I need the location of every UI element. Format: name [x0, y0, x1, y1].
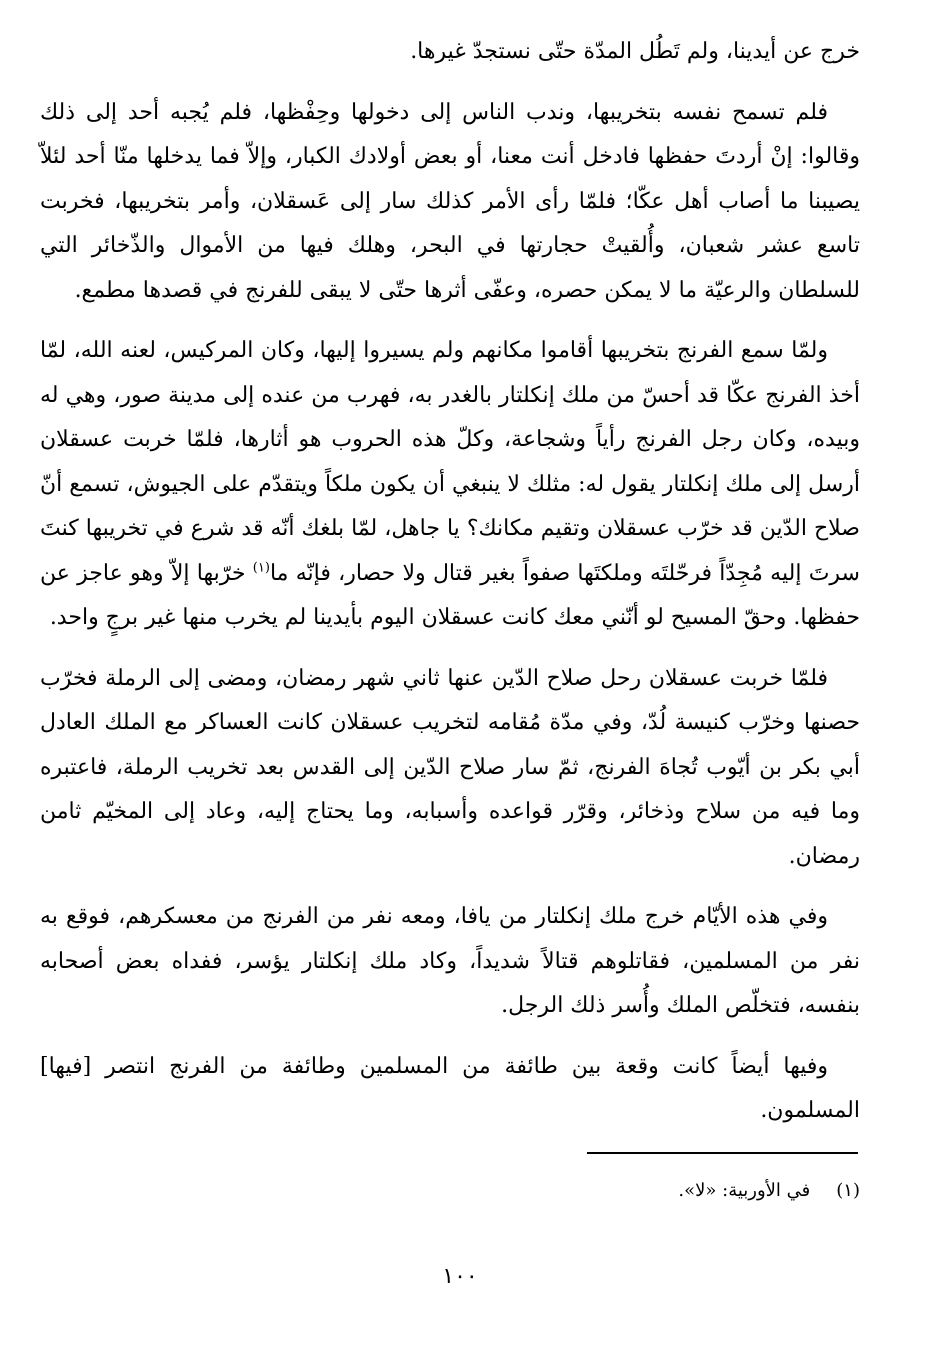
- footnote-text: في الأوربية: «لا».: [678, 1180, 811, 1201]
- main-text: [40, 30, 860, 1150]
- paragraph-6: وفيها أيضاً كانت وقعة بين طائفة من المسلمين وطائفة من الفرنج انتصر [فيها] المسلمون.: [40, 1053, 860, 1123]
- paragraph-1: خرج عن أيدينا، ولم تَطُل المدّة حتّى نستجدّ غيرها.: [410, 39, 860, 64]
- footnote-number: (١): [836, 1180, 860, 1201]
- paragraph-4: فلمّا خربت عسقلان رحل صلاح الدّين عنها ثاني شهر رمضان، ومضى إلى الرملة فخرّب حصنها وخرّب كنيسة لُدّ، وفي مدّة مُقامه لتخريب عسقلان كانت العساكر مع الملك العادل أبي بكر بن أيّوب تُجاهَ الفرنج، ثمّ سار صلاح الدّين إلى القدس بعد تخريب الرملة، فاعتبره وما فيه من سلاح وذخائر، وقرّر قواعده وأسبابه، وما يحتاج إليه، وعاد إلى المخيّم ثامن رمضان.: [40, 665, 861, 869]
- page-number: ١٠٠: [442, 1264, 478, 1289]
- footnote: [300, 1176, 860, 1206]
- footnote-reference: (١): [252, 560, 270, 576]
- footnote-divider: [587, 1152, 858, 1154]
- paragraph-3-text-a: ولمّا سمع الفرنج بتخريبها أقاموا مكانهم ولم يسيروا إليها، وكان المركيس، لعنه الله، لمّا أخذ الفرنج عكّا قد أحسّ من ملك إنكلتار بالغدر به، فهرب من عنده إلى مدينة صور، وهي له وبيده، وكان رجل الفرنج رأياً وشجاعة، وكلّ هذه الحروب هو أثارها، فلمّا خربت عسقلان أرسل إلى ملك إنكلتار يقول له: مثلك لا ينبغي أن يكون ملكاً ويتقدّم على الجيوش، تسمع أنّ صلاح الدّين قد خرّب عسقلان وتقيم مكانك؟ يا جاهل، لمّا بلغك أنّه قد شرع في تخريبها كنتَ سرتَ إليه مُجِدّاً فرحّلتَه وملكتَها صفواً بغير قتال ولا حصار، فإنّه ما: [40, 338, 860, 586]
- paragraph-2: فلم تسمح نفسه بتخريبها، وندب الناس إلى دخولها وحِفْظها، فلم يُجبه أحد إلى ذلك وقالوا: إنْ أردتَ حفظها فادخل أنت معنا، أو بعض أولادك الكبار، وإلاّ فما يدخلها منّا أحد لئلاّ يصيبنا ما أصاب أهل عكّا؛ فلمّا رأى الأمر كذلك سار إلى عَسقلان، وأمر بتخريبها، فخربت تاسع عشر شعبان، وأُلقيتْ حجارتها في البحر، وهلك فيها من الأموال والذّخائر التي للسلطان والرعيّة ما لا يمكن حصره، وعفّى أثرها حتّى لا يبقى للفرنج في قصدها مطمع.: [40, 99, 860, 303]
- paragraph-5: وفي هذه الأيّام خرج ملك إنكلتار من يافا، ومعه نفر من الفرنج من معسكرهم، فوقع به نفر من المسلمين، فقاتلوهم قتالاً شديداً، وكاد ملك إنكلتار يؤسر، ففداه بعض أصحابه بنفسه، فتخلّص الملك وأُسر ذلك الرجل.: [40, 904, 860, 1018]
- paragraph-3-text-b: خرّبها إلاّ وهو عاجز عن حفظها. وحقّ المسيح لو أنّني معك كانت عسقلان اليوم بأيدينا لم يخرب منها غير برجٍ واحد.: [40, 560, 860, 630]
- paragraph-3: [40, 329, 860, 641]
